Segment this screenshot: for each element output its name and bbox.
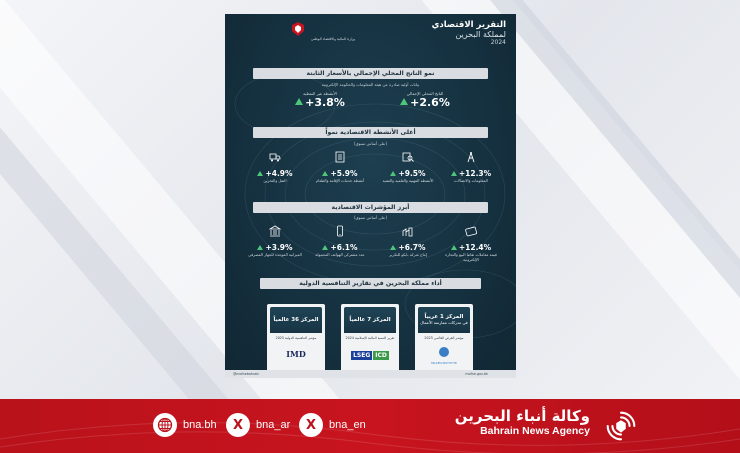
- social-handle: bna_en: [329, 419, 366, 431]
- up-arrow-icon: [257, 245, 263, 250]
- growth-value: +5.9%: [330, 169, 358, 178]
- truck-icon: [269, 151, 281, 163]
- ranking-title: المركز 36 عالمياً: [273, 316, 319, 323]
- growth-value: +12.3%: [458, 169, 492, 178]
- ranking-caption: مؤشر التنافسية الدولية 2025: [275, 336, 317, 340]
- growth-label: الأنشطة المهنية والعلمية والتقنية: [382, 178, 434, 183]
- indicator-value: +3.9%: [265, 243, 293, 252]
- growth-label: النقل والتخزين: [263, 178, 287, 183]
- gdp-total-value: +2.6%: [410, 96, 450, 109]
- ranking-caption: مؤشر الفرص العالمي 2025: [424, 336, 464, 340]
- social-website[interactable]: [153, 413, 217, 437]
- up-arrow-icon: [390, 245, 396, 250]
- org-name: IMD: [286, 349, 306, 359]
- indicator-item: [310, 224, 370, 258]
- growth-value: +4.9%: [265, 169, 293, 178]
- card-footer: [225, 370, 516, 378]
- research-icon: [402, 151, 414, 163]
- up-arrow-icon: [322, 245, 328, 250]
- social-x-english[interactable]: [299, 413, 366, 437]
- indicator-label: عدد مشتركي الهواتف المحمولة: [315, 252, 365, 257]
- ministry-logo-icon: [292, 22, 304, 36]
- up-arrow-icon: [257, 171, 263, 176]
- growth-note: (على أساس سنوي): [353, 141, 388, 146]
- ministry-name: وزارة المالية والاقتصاد الوطني: [311, 37, 355, 41]
- gdp-non-oil-value: +3.8%: [305, 96, 345, 109]
- hotel-icon: [334, 151, 346, 163]
- growth-item: [310, 150, 370, 184]
- report-title: التقرير الاقتصادي: [431, 20, 506, 30]
- growth-value: +9.5%: [398, 169, 426, 178]
- gdp-non-oil-label: الأنشطة غير النفطية: [303, 91, 337, 96]
- indicator-value: +6.7%: [398, 243, 426, 252]
- indicator-item: [245, 224, 305, 258]
- ranking-caption: تقرير التنمية المالية الإسلامية 2024: [345, 336, 395, 340]
- rankings-heading: أداء مملكة البحرين في تقارير التنافسية الدولية: [260, 278, 481, 289]
- indicator-label: قيمة معاملات نقاط البيع والتجارة الإلكترونية: [445, 252, 497, 262]
- ranking-title: المركز 7 عالمياً: [349, 316, 391, 323]
- up-arrow-icon: [295, 98, 303, 105]
- report-header: [432, 20, 506, 46]
- indicator-value: +12.4%: [458, 243, 492, 252]
- bank-icon: [269, 225, 281, 237]
- agency-footer-bar: [0, 399, 740, 453]
- card-footer-left: @mofnebahrain: [233, 372, 260, 376]
- gdp-total-label: الناتج المحلي الإجمالي: [406, 91, 444, 96]
- gdp-total-stat: [385, 91, 465, 109]
- gdp-source: بيانات أولية صادرة عن هيئة المعلومات والحكومة الإلكترونية: [321, 82, 420, 87]
- ranking-card: [267, 304, 325, 376]
- up-arrow-icon: [390, 171, 396, 176]
- agency-brand: [455, 407, 590, 437]
- indicator-item: [378, 224, 438, 258]
- milken-logo: [415, 342, 473, 365]
- agency-name-english: Bahrain News Agency: [480, 425, 590, 437]
- infographic-card: [225, 14, 516, 378]
- globe-icon: [153, 413, 177, 437]
- agency-name-arabic: وكالة أنباء البحرين: [454, 407, 590, 425]
- indicator-item: [441, 224, 501, 262]
- indicator-value: +6.1%: [330, 243, 358, 252]
- org-name: MILKEN INSTITUTE: [431, 361, 457, 365]
- report-subtitle: لمملكة البحرين: [455, 30, 506, 39]
- x-icon: X: [226, 413, 250, 437]
- up-arrow-icon: [451, 245, 457, 250]
- ranking-card: [415, 304, 473, 376]
- growth-label: المعلومات والاتصالات: [454, 178, 488, 183]
- gdp-heading: نمو الناتج المحلي الإجمالي بالأسعار الثابتة: [253, 68, 488, 79]
- growth-label: أنشطة خدمات الإقامة والطعام: [315, 178, 365, 183]
- indicators-note: (على أساس سنوي): [353, 215, 388, 220]
- card-icon: [465, 225, 477, 237]
- gdp-non-oil-stat: [280, 91, 360, 109]
- bna-emblem-icon: [602, 407, 640, 445]
- telecom-tower-icon: [465, 151, 477, 163]
- social-handle: bna.bh: [183, 419, 217, 431]
- imd-logo: [267, 342, 325, 361]
- growth-item: [245, 150, 305, 184]
- mobile-icon: [334, 225, 346, 237]
- ranking-card: [341, 304, 399, 376]
- lseg-icd-logo: LSEG ICD: [353, 352, 387, 359]
- social-x-arabic[interactable]: [226, 413, 290, 437]
- up-arrow-icon: [322, 171, 328, 176]
- x-icon: X: [299, 413, 323, 437]
- indicator-label: الميزانية الموحدة للجهاز المصرفي: [248, 252, 302, 257]
- growth-heading: أعلى الأنشطة الاقتصادية نمواً: [253, 127, 488, 138]
- growth-item: [378, 150, 438, 184]
- report-year: 2024: [490, 39, 506, 46]
- indicator-label: إنتاج شركة بابكو للتكرير: [389, 252, 427, 257]
- up-arrow-icon: [451, 171, 457, 176]
- card-footer-right: mofne.gov.bh: [465, 372, 488, 376]
- ranking-subtitle: في مدركات ممارسة الأعمال: [420, 320, 468, 325]
- growth-item: [441, 150, 501, 184]
- social-handle: bna_ar: [256, 419, 291, 431]
- indicators-heading: أبرز المؤشرات الاقتصادية: [253, 202, 488, 213]
- refinery-icon: [402, 225, 414, 237]
- up-arrow-icon: [400, 98, 408, 105]
- ranking-title: المركز 1 عربياً: [424, 313, 464, 320]
